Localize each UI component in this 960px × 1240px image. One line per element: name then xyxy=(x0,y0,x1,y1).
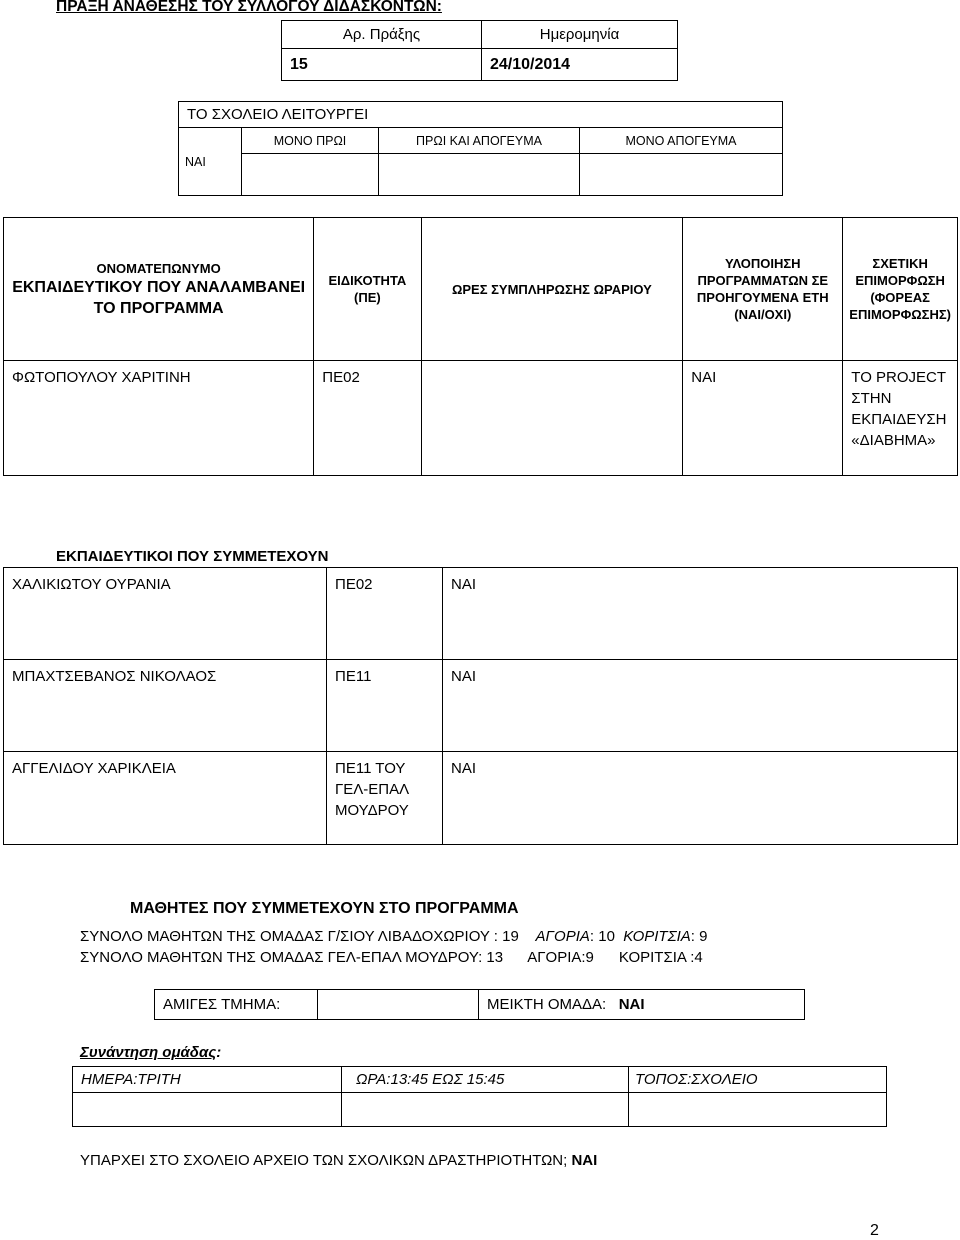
archive-answer: ΝΑΙ xyxy=(571,1152,598,1169)
students-line2-boys: ΑΓΟΡΙΑ:9 xyxy=(527,949,594,966)
single-class-value xyxy=(318,990,479,1020)
students-line1-boys-label: ΑΓΟΡΙΑ xyxy=(535,928,590,945)
meeting-title xyxy=(80,1044,221,1061)
option-morning-afternoon: ΠΡΩΙ ΚΑΙ ΑΠΟΓΕΥΜΑ xyxy=(379,128,580,154)
teacher-table xyxy=(3,217,958,476)
teacher-training: ΤΟ PROJECT ΣΤΗΝ ΕΚΠΑΙΔΕΥΣΗ «ΔΙΑΒΗΜΑ» xyxy=(843,361,958,476)
school-operates-table xyxy=(178,101,783,196)
students-line1-boys: : 10 xyxy=(589,928,615,945)
mixed-group-value: ΝΑΙ xyxy=(618,996,645,1013)
header-training: ΣΧΕΤΙΚΗ ΕΠΙΜΟΡΦΩΣΗ (ΦΟΡΕΑΣ ΕΠΙΜΟΡΦΩΣΗΣ) xyxy=(843,218,958,361)
option-morning-only-cell xyxy=(242,154,379,196)
participant-previous: ΝΑΙ xyxy=(443,752,958,845)
meeting-title-text: Συνάντηση ομάδας xyxy=(80,1044,217,1061)
archive-line xyxy=(80,1152,597,1169)
single-class-label: ΑΜΙΓΕΣ ΤΜΗΜΑ: xyxy=(155,990,318,1020)
participant-row xyxy=(4,660,958,752)
act-date-value: 24/10/2014 xyxy=(482,49,678,81)
header-name-line1: ΟΝΟΜΑΤΕΠΩΝΥΜΟ xyxy=(96,260,221,276)
option-afternoon-only-cell xyxy=(580,154,783,196)
header-name xyxy=(4,218,314,361)
students-line2-text: ΣΥΝΟΛΟ ΜΑΘΗΤΩΝ ΤΗΣ ΟΜΑΔΑΣ ΓΕΛ-ΕΠΑΛ ΜΟΥΔΡΟΥ: 13 xyxy=(80,949,504,966)
meeting-place: ΤΟΠΟΣ:ΣΧΟΛΕΙΟ xyxy=(629,1067,887,1093)
header-hours: ΩΡΕΣ ΣΥΜΠΛΗΡΩΣΗΣ ΩΡΑΡΙΟΥ xyxy=(421,218,683,361)
participant-row xyxy=(4,752,958,845)
participant-previous: ΝΑΙ xyxy=(443,660,958,752)
option-afternoon-only: ΜΟΝΟ ΑΠΟΓΕΥΜΑ xyxy=(580,128,783,154)
students-line1-text: ΣΥΝΟΛΟ ΜΑΘΗΤΩΝ ΤΗΣ ΟΜΑΔΑΣ Γ/ΣΙΟΥ ΛΙΒΑΔΟΧΩΡΙΟΥ : 19 xyxy=(80,928,519,945)
page-heading: ΠΡΑΞΗ ΑΝΑΘΕΣΗΣ ΤΟΥ ΣΥΛΛΟΓΟΥ ΔΙΔΑΣΚΟΝΤΩΝ: xyxy=(56,0,442,15)
participants-table xyxy=(3,567,958,845)
participant-specialty: ΠΕ02 xyxy=(327,568,443,660)
mixed-group-label: ΜΕΙΚΤΗ ΟΜΑΔΑ: xyxy=(487,996,607,1013)
students-line2-girls: ΚΟΡΙΤΣΙΑ :4 xyxy=(618,949,703,966)
act-table xyxy=(281,20,678,81)
meeting-time: ΩΡΑ:13:45 ΕΩΣ 15:45 xyxy=(342,1067,629,1093)
option-morning-afternoon-cell xyxy=(379,154,580,196)
participant-row xyxy=(4,568,958,660)
option-morning-only: ΜΟΝΟ ΠΡΩΙ xyxy=(242,128,379,154)
teacher-previous: ΝΑΙ xyxy=(683,361,843,476)
students-line1-girls: : 9 xyxy=(690,928,708,945)
act-number-label: Αρ. Πράξης xyxy=(282,21,482,49)
participant-specialty: ΠΕ11 ΤΟΥ ΓΕΛ-ΕΠΑΛ ΜΟΥΔΡΟΥ xyxy=(327,752,443,845)
meeting-time-extra xyxy=(342,1093,629,1127)
header-previous: ΥΛΟΠΟΙΗΣΗ ΠΡΟΓΡΑΜΜΑΤΩΝ ΣΕ ΠΡΟΗΓΟΥΜΕΝΑ ΕΤΗ (ΝΑΙ/ΟΧΙ) xyxy=(683,218,843,361)
header-name-line2: ΕΚΠΑΙΔΕΥΤΙΚΟΥ ΠΟΥ ΑΝΑΛΑΜΒΑΝΕΙ xyxy=(12,278,306,296)
group-type-table xyxy=(154,989,805,1020)
participant-name: ΧΑΛΙΚΙΩΤΟΥ ΟΥΡΑΝΙΑ xyxy=(4,568,327,660)
participant-name: ΜΠΑΧΤΣΕΒΑΝΟΣ ΝΙΚΟΛΑΟΣ xyxy=(4,660,327,752)
meeting-place-extra xyxy=(629,1093,887,1127)
teacher-name: ΦΩΤΟΠΟΥΛΟΥ ΧΑΡΙΤΙΝΗ xyxy=(4,361,314,476)
students-title: ΜΑΘΗΤΕΣ ΠΟΥ ΣΥΜΜΕΤΕΧΟΥΝ ΣΤΟ ΠΡΟΓΡΑΜΜΑ xyxy=(130,900,519,917)
students-line-2 xyxy=(80,949,703,966)
participants-title: ΕΚΠΑΙΔΕΥΤΙΚΟΙ ΠΟΥ ΣΥΜΜΕΤΕΧΟΥΝ xyxy=(56,548,329,565)
participant-name: ΑΓΓΕΛΙΔΟΥ ΧΑΡΙΚΛΕΙΑ xyxy=(4,752,327,845)
school-operates-title: ΤΟ ΣΧΟΛΕΙΟ ΛΕΙΤΟΥΡΓΕΙ xyxy=(179,102,783,128)
participant-previous: ΝΑΙ xyxy=(443,568,958,660)
teacher-specialty: ΠΕ02 xyxy=(314,361,421,476)
meeting-table xyxy=(72,1066,887,1127)
meeting-day: ΗΜΕΡΑ:ΤΡΙΤΗ xyxy=(73,1067,342,1093)
header-specialty: ΕΙΔΙΚΟΤΗΤΑ (ΠΕ) xyxy=(314,218,421,361)
meeting-title-colon: : xyxy=(216,1044,222,1061)
teacher-hours xyxy=(421,361,683,476)
header-name-line3: ΤΟ ΠΡΟΓΡΑΜΜΑ xyxy=(93,299,224,317)
mixed-group-cell xyxy=(479,990,805,1020)
meeting-day-extra xyxy=(73,1093,342,1127)
page-number: 2 xyxy=(870,1222,879,1239)
students-line1-girls-label: ΚΟΡΙΤΣΙΑ xyxy=(623,928,691,945)
school-operates-answer: ΝΑΙ xyxy=(179,128,242,196)
act-number-value: 15 xyxy=(282,49,482,81)
act-date-label: Ημερομηνία xyxy=(482,21,678,49)
students-line-1 xyxy=(80,928,707,945)
participant-specialty: ΠΕ11 xyxy=(327,660,443,752)
archive-question: ΥΠΑΡΧΕΙ ΣΤΟ ΣΧΟΛΕΙΟ ΑΡΧΕΙΟ ΤΩΝ ΣΧΟΛΙΚΩΝ ΔΡΑΣΤΗΡΙΟΤΗΤΩΝ; xyxy=(80,1152,568,1169)
